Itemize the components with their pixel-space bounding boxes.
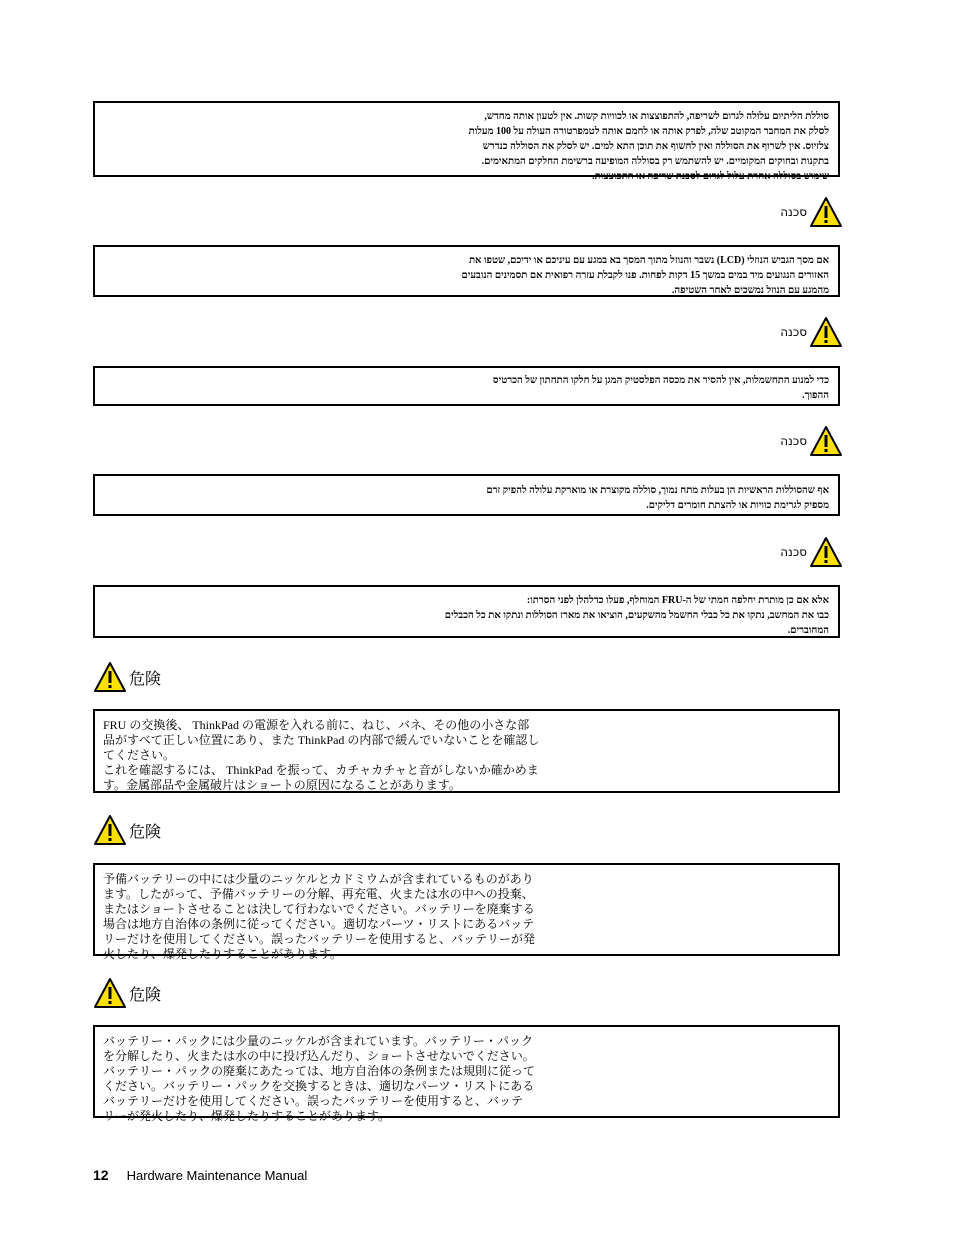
warning-triangle-icon xyxy=(93,814,127,846)
notice-box-lithium-battery xyxy=(93,101,840,182)
notice-box-lcd-fluid xyxy=(93,245,840,297)
notice-box-fru-removal xyxy=(93,585,840,638)
danger-heading xyxy=(93,976,161,1010)
warning-triangle-icon xyxy=(809,536,843,568)
warning-triangle-icon xyxy=(809,196,843,228)
danger-label: 危険 xyxy=(129,984,162,1004)
notice-text: 予備バッテリーの中には少量のニッケルとカドミウムが含まれているものがあり ます。したがって、予備バッテリーの分解、再充電、火または水の中への投棄、 またはショートさせることは決して行わないでください。バッテリーを廃棄する 場合は地方自治体の条例に従ってください。適切なパーツ・リストにあるバッテ リーだけを使用してください。誤ったバッテリーを使用すると、バッテリーが発 火したり、爆発したりすることがあります。 xyxy=(103,872,536,961)
danger-heading xyxy=(780,535,843,569)
danger-heading xyxy=(780,195,843,229)
notice-text: סוללת הליתיום עלולה לגרום לשריפה, להתפוצצות או לכוויות קשות. אין לטעון אותה מחדש, לסלק את המחבר המקוטב שלה, לפרק אותה או לחמם אותה לטמפרטורה העולה על 100 מעלות צלזיוס. אין לשרוף את הסוללה ואין לחשוף את תוכן התא למים. יש לסלק את הסוללה כנדרש בתקנות ובחוקים המקומיים. יש להשתמש רק בסוללה המופיעה ברשימת החלקים המתאימים. שימוש בסוללה אחרת עלול לגרום לסכנת שריפה או התפוצצות. xyxy=(468,111,829,182)
notice-text: אלא אם כן מותרת יחלפה חמתי של ה-FRU המוחלף, פעלו כדלהלן לפני הסרתו: כבו את המחשב, נתקו את כל כבלי החשמל מהשקעים, הוציאו את מארז הסוללות ונתקו את כל הכבלים המחוברים. xyxy=(444,595,829,636)
notice-box-backup-battery xyxy=(93,863,840,961)
danger-label: סכנה xyxy=(780,434,807,448)
notice-box-electric-shock xyxy=(93,366,840,406)
warning-triangle-icon xyxy=(809,425,843,457)
danger-heading xyxy=(780,315,843,349)
notice-box-fru-check xyxy=(93,709,840,793)
manual-title: Hardware Maintenance Manual xyxy=(126,1168,308,1183)
page-footer xyxy=(93,1167,307,1183)
warning-triangle-icon xyxy=(93,661,127,693)
notice-text: כדי למנוע התחשמלות, אין להסיר את מכסה הפלסטיק המגן על חלקו התחתון של הכרטיס ההפוך. xyxy=(492,375,829,401)
danger-label: 危険 xyxy=(129,668,162,688)
notice-text: אף שהסוללות הראשיות הן בעלות מתח נמוך, סוללה מקוצרת או מוארקת עלולה להפיק זרם מספיק לגרימת כוויות או להצתת חומרים דליקים. xyxy=(486,485,829,511)
danger-label: 危険 xyxy=(129,821,162,841)
danger-heading xyxy=(93,660,161,694)
warning-triangle-icon xyxy=(809,316,843,348)
danger-label: סכנה xyxy=(780,545,807,559)
danger-heading xyxy=(780,424,843,458)
notice-box-battery-short xyxy=(93,474,840,516)
danger-heading xyxy=(93,813,161,847)
notice-text: FRU の交換後、 ThinkPad の電源を入れる前に、ねじ、バネ、その他の小さな部 品がすべて正しい位置にあり、また ThinkPad の内部で緩んでいないことを確認し てください。 これを確認するには、 ThinkPad を振って、カチャカチャと音がしないか確かめま す。金属部品や金属破片はショートの原因になることがあります。 xyxy=(103,718,540,792)
notice-text: אם מסך הגביש הנוזלי (LCD) נשבר והנוזל מתוך המסך בא במגע עם עיניכם או ידיכם, שטפו את האזורים הנגועים מיד במים במשך 15 דקות לפחות. פנו לקבלת עזרה רפואית אם תסמינים הנובעים מהמגע עם הנוזל נמשכים לאחר השטיפה. xyxy=(461,255,829,296)
notice-box-battery-pack xyxy=(93,1025,840,1123)
page-number: 12 xyxy=(93,1167,109,1183)
notice-text: バッテリー・パックには少量のニッケルが含まれています。バッテリー・パック を分解したり、火または水の中に投げ込んだり、ショートさせないでください。 バッテリー・パックの廃棄にあたっては、地方自治体の条例または規則に従って ください。バッテリー・パックを交換するときは、適切なパーツ・リストにある バッテリーだけを使用してください。誤ったバッテリーを使用すると、バッテ リーが発火したり、爆発したりすることがあります。 xyxy=(103,1034,536,1123)
danger-label: סכנה xyxy=(780,325,807,339)
danger-label: סכנה xyxy=(780,205,807,219)
warning-triangle-icon xyxy=(93,977,127,1009)
